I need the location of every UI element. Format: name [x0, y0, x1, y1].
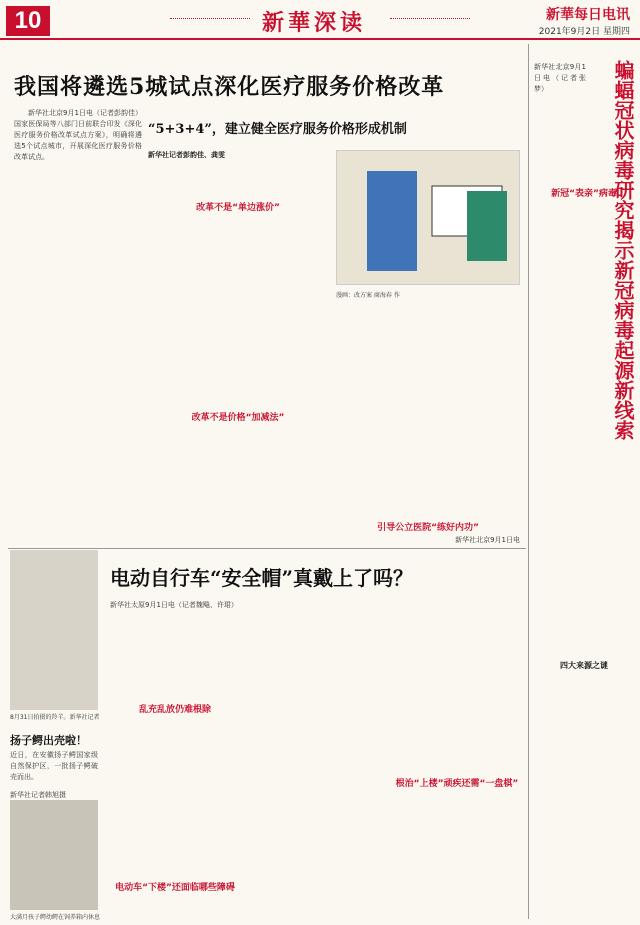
divider	[390, 18, 470, 19]
side-title: 扬子鳄出壳啦！	[10, 734, 87, 747]
cartoon-caption: 漫画：改方案 商海春 作	[336, 292, 400, 299]
divider	[528, 44, 529, 919]
photo-caption: 8月31日拍摄的羚羊。新华社记者	[10, 714, 100, 721]
column-name: 新華深读	[262, 10, 367, 36]
masthead	[539, 4, 630, 37]
divider	[170, 18, 250, 19]
section-heading: 根治“上楼”顽疾还需“一盘棋”	[395, 779, 519, 789]
page-number: 10	[6, 6, 50, 36]
article2-lead: 新华社太原9月1日电（记者魏飚、许珺）	[110, 601, 238, 609]
side-credit: 新华社记者韩旭摄	[10, 791, 66, 799]
article2-title: 电动自行车“安全帽”真戴上了吗？	[110, 566, 414, 590]
right-lead: 新华社北京9月1日电（记者张梦）	[534, 63, 586, 93]
photo-antelope	[10, 550, 98, 710]
article1-title: 我国将遴选5城试点深化医疗服务价格改革	[14, 74, 445, 100]
section-heading: 引导公立医院“练好内功”	[377, 523, 479, 533]
section-heading: 乱充乱放仍难根除	[138, 705, 211, 715]
article1-lead	[14, 108, 142, 538]
section-heading: 改革不是价格“加减法”	[191, 413, 285, 423]
side-text: 近日，在安徽扬子鳄国家级自然保护区，一批扬子鳄破壳而出。	[10, 751, 98, 781]
right-section: 四大来源之谜	[560, 661, 608, 670]
article1-byline: 新华社记者彭韵佳、龚雯	[148, 151, 225, 159]
photo-alligator	[10, 800, 98, 910]
cartoon-illustration	[337, 151, 521, 286]
cartoon-image	[336, 150, 520, 285]
article1-subtitle: “5+3+4”，建立健全医疗服务价格形成机制	[148, 122, 407, 137]
right-box-heading: 新冠“表亲”病毒	[551, 189, 617, 199]
photo-caption: 大满月孩子鳄幼鳄在饲养箱内休息	[10, 914, 101, 921]
section-heading: 电动车“下楼”还面临哪些障碍	[115, 883, 235, 893]
masthead-date: 2021年9月2日 星期四	[538, 27, 630, 37]
page-header	[0, 0, 640, 40]
divider	[8, 548, 526, 549]
article1-lead-text: 新华社北京9月1日电（记者彭韵佳）国家医保局等八部门日前联合印发《深化医疗服务价格改革试点方案》，明确将遴选5个试点城市，开展深化医疗服务价格改革试点。	[14, 109, 142, 161]
section-heading: 改革不是“单边涨价”	[196, 203, 280, 213]
masthead-title: 新華每日电讯	[546, 7, 630, 23]
article1-end: 新华社北京9月1日电	[455, 536, 520, 544]
right-title: 蝙蝠冠状病毒研究揭示新冠病毒起源新线索	[611, 60, 635, 440]
